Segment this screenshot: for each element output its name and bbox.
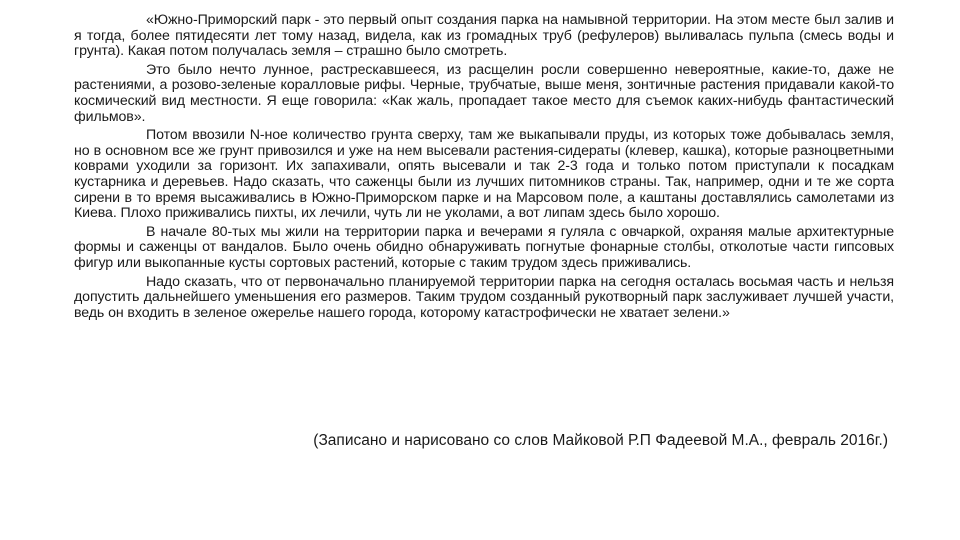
quote-text [74,13,894,324]
paragraph-4: В начале 80-тых мы жили на территории парка и вечерами я гуляла с овчаркой, охраняя малые архитектурные формы и саженцы от вандалов. Было очень обидно обнаруживать погнутые фонарные столбы, отколотые части гипсовых фигур или выкопанные кусты сортовых растений, которые с таким трудом здесь приживались. [74,223,894,271]
paragraph-1: «Южно-Приморский парк - это первый опыт создания парка на намывной территории. На этом месте был залив и я тогда, более пятидесяти лет тому назад, видела, как из громадных труб (рефулеров) выливалась пульпа (смесь воды и грунта). Какая потом получалась земля – страшно было смотреть. [74,12,894,60]
paragraph-2: Это было нечто лунное, растрескавшееся, из расщелин росли совершенно невероятные, какие-то, даже не растениями, а розово-зеленые коралловые рифы. Черные, трубчатые, выше меня, зонтичные растения придавали какой-то космический вид местности. Я еще говорила: «Как жаль, пропадает такое место для съемок каких-нибудь фантастический фильмов». [74,61,894,125]
attribution-credit: (Записано и нарисовано со слов Майковой Р.П Фадеевой М.А., февраль 2016г.) [313,432,888,449]
paragraph-3: Потом ввозили N-ное количество грунта сверху, там же выкапывали пруды, из которых тоже добывалась земля, но в основном все же грунт привозился и уже на нем высевали растения-сидераты (клевер, кашка), которые разноцветными коврами уходили за горизонт. Их запахивали, опять высевали и так 2-3 года и только потом приступали к посадкам кустарника и деревьев. Надо сказать, что саженцы были из лучших питомников страны. Так, например, одни и те же сорта сирени в то время высаживались в Южно-Приморском парке и на Марсовом поле, а каштаны доставлялись самолетами из Киева. Плохо приживались пихты, их лечили, чуть ли не уколами, а вот липам здесь было хорошо. [74,127,894,222]
paragraph-5: Надо сказать, что от первоначально планируемой территории парка на сегодня осталась восьмая часть и нельзя допустить дальнейшего уменьшения его размеров. Таким трудом созданный рукотворный парк заслуживает лучшей участи, ведь он входить в зеленое ожерелье нашего города, которому катастрофически не хватает зелени.» [74,273,894,321]
